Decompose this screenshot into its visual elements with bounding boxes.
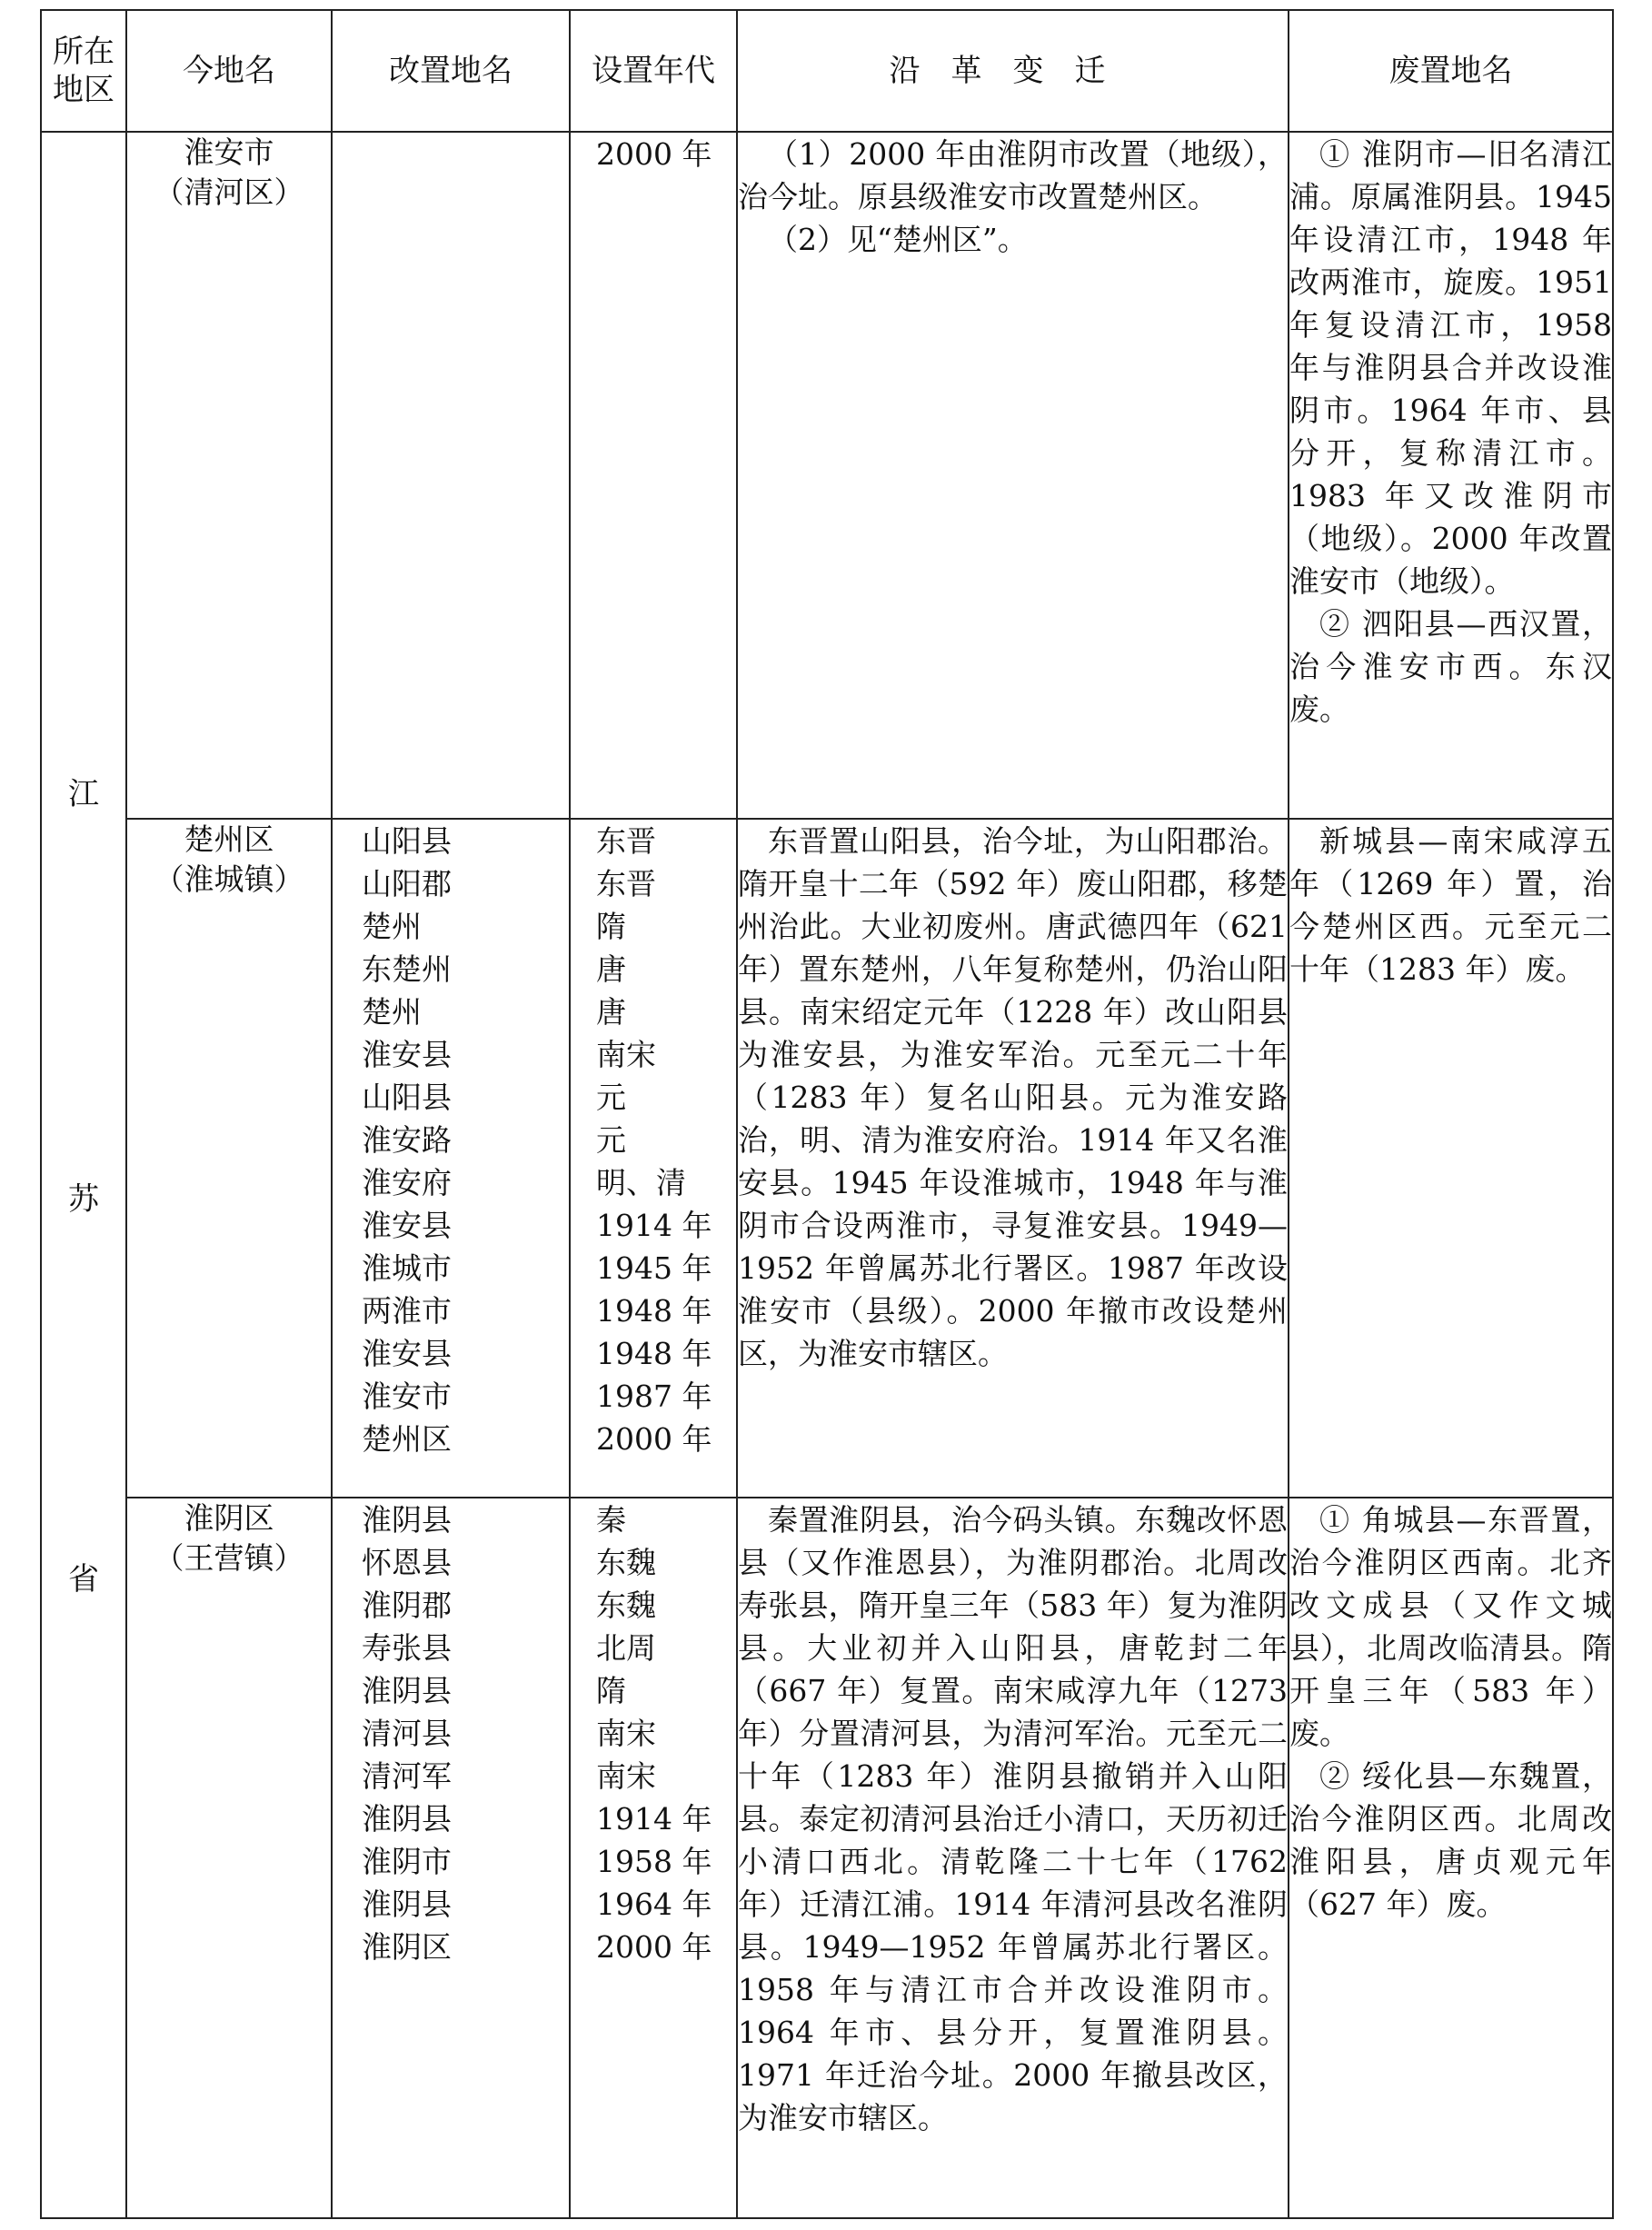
header-region-line1: 所在 — [53, 34, 114, 70]
year-item: 南宋 — [596, 1716, 656, 1752]
current-name-seat: （淮城镇） — [154, 861, 304, 897]
renamed-item: 淮阴郡 — [362, 1588, 452, 1624]
current-name-cell — [126, 1498, 332, 2218]
year-item: 东晋 — [596, 865, 656, 901]
year-item: 1987 年 — [596, 1378, 712, 1414]
renamed-item: 两淮市 — [362, 1292, 452, 1329]
year-item: 东魏 — [596, 1545, 656, 1581]
years-cell — [570, 819, 737, 1498]
year-item: 1945 年 — [596, 1249, 712, 1286]
evolution-paragraph: （1）2000 年由淮阴市改置（地级），治今址。原县级淮安市改置楚州区。 — [738, 136, 1288, 214]
year-item: 1948 年 — [596, 1335, 712, 1371]
renamed-item: 淮阴市 — [362, 1844, 452, 1880]
current-name-cell — [126, 819, 332, 1498]
table-row — [41, 1498, 1613, 2218]
header-year: 设置年代 — [570, 10, 737, 132]
header-row — [41, 10, 1613, 132]
abolished-paragraph: 新城县—南宋咸淳五年（1269 年）置，治今楚州区西。元至元二十年（1283 年）废。 — [1289, 822, 1612, 987]
year-item: 东晋 — [596, 822, 656, 859]
renamed-item: 淮城市 — [362, 1249, 452, 1286]
year-item: 唐 — [596, 951, 626, 987]
evolution-cell — [737, 1498, 1289, 2218]
current-name: 淮阴区 — [184, 1500, 274, 1537]
year-item: 1914 年 — [596, 1801, 712, 1837]
abolished-paragraph: ① 角城县—东晋置，治今淮阴区西南。北齐改文成县（又作文城县），北周改临清县。隋开皇三年（583 年）废。 — [1289, 1502, 1612, 1752]
renamed-item: 淮阴县 — [362, 1887, 452, 1923]
year-item: 元 — [596, 1079, 626, 1115]
years-cell — [570, 1498, 737, 2218]
header-evolution: 沿革变迁 — [737, 10, 1289, 132]
header-region-line2: 地区 — [53, 72, 114, 108]
renamed-item: 淮安县 — [362, 1335, 452, 1371]
renamed-item: 淮安府 — [362, 1164, 452, 1200]
year-item: 1958 年 — [596, 1844, 712, 1880]
renamed-item: 楚州 — [362, 993, 422, 1030]
year-item: 唐 — [596, 993, 626, 1030]
evolution-cell — [737, 819, 1289, 1498]
renamed-item: 寿张县 — [362, 1630, 452, 1667]
abolished-cell — [1289, 1498, 1613, 2218]
region-char: 江 — [68, 776, 99, 812]
current-name: 楚州区 — [184, 821, 274, 857]
year-item: 2000 年 — [596, 1420, 712, 1457]
header-region — [41, 10, 126, 132]
renamed-item: 淮阴县 — [362, 1673, 452, 1709]
year-item: 1948 年 — [596, 1292, 712, 1329]
renamed-cell — [332, 819, 570, 1498]
year-item: 元 — [596, 1121, 626, 1158]
header-renamed: 改置地名 — [332, 10, 570, 132]
year-item: 南宋 — [596, 1758, 656, 1795]
renamed-item: 淮阴区 — [362, 1929, 452, 1966]
year-item: 北周 — [596, 1630, 656, 1667]
evolution-paragraph: 东晋置山阳县，治今址，为山阳郡治。隋开皇十二年（592 年）废山阳郡，移楚州治此。大业初废州。唐武德四年（621 年）置东楚州，八年复称楚州，仍治山阳县。南宋绍定元年（1228 年）改山阳县为淮安县，为淮安军治。元至元二十年（1283 年）复名山阳县。元为淮安路治，明、清为淮安府治。1914 年又名淮安县。1945 年设淮城市，1948 年与淮阴市合设两淮市，寻复淮安县。1949—1952 年曾属苏北行署区。1987 年改设淮安市（县级）。2000 年撤市改设楚州区，为淮安市辖区。 — [738, 822, 1288, 1371]
year-item: 1964 年 — [596, 1887, 712, 1923]
current-name: 淮安市 — [184, 134, 274, 170]
year-item: 2000 年 — [596, 136, 712, 172]
renamed-item: 怀恩县 — [362, 1545, 452, 1581]
years-cell — [570, 132, 737, 819]
renamed-item: 淮阴县 — [362, 1801, 452, 1837]
renamed-item: 淮阴县 — [362, 1502, 452, 1538]
renamed-item: 淮安市 — [362, 1378, 452, 1414]
header-abolished: 废置地名 — [1289, 10, 1613, 132]
year-item: 东魏 — [596, 1588, 656, 1624]
renamed-item: 楚州 — [362, 908, 422, 944]
renamed-item: 清河军 — [362, 1758, 452, 1795]
year-item: 南宋 — [596, 1036, 656, 1072]
abolished-paragraph: ① 淮阴市—旧名清江浦。原属淮阴县。1945 年设清江市，1948 年改两淮市，旋废。1951 年复设清江市，1958 年与淮阴县合并改设淮阴市。1964 年市、县分开，复称清江市。1983 年又改淮阴市（地级）。2000 年改置淮安市（地级）。 — [1289, 136, 1612, 599]
region-cell — [41, 132, 126, 2218]
renamed-item: 山阳县 — [362, 822, 452, 859]
renamed-item: 山阳郡 — [362, 865, 452, 901]
year-item: 1914 年 — [596, 1207, 712, 1243]
abolished-paragraph: ② 泗阳县—西汉置，治今淮安市西。东汉废。 — [1289, 606, 1612, 727]
renamed-item: 东楚州 — [362, 951, 452, 987]
current-name-seat: （清河区） — [154, 174, 304, 210]
year-item: 隋 — [596, 1673, 626, 1709]
renamed-item: 山阳县 — [362, 1079, 452, 1115]
table-row — [41, 132, 1613, 819]
evolution-cell — [737, 132, 1289, 819]
region-char: 省 — [68, 1561, 99, 1598]
renamed-item: 淮安路 — [362, 1121, 452, 1158]
abolished-cell — [1289, 132, 1613, 819]
renamed-cell — [332, 1498, 570, 2218]
abolished-paragraph: ② 绥化县—东魏置，治今淮阴区西。北周改淮阳县，唐贞观元年（627 年）废。 — [1289, 1758, 1612, 1923]
year-item: 明、清 — [596, 1164, 686, 1200]
region-char: 苏 — [68, 1181, 99, 1218]
abolished-cell — [1289, 819, 1613, 1498]
header-current-name: 今地名 — [126, 10, 332, 132]
year-item: 秦 — [596, 1502, 626, 1538]
evolution-paragraph: （2）见“楚州区”。 — [768, 222, 1028, 257]
year-item: 2000 年 — [596, 1929, 712, 1966]
renamed-item: 清河县 — [362, 1716, 452, 1752]
renamed-item: 楚州区 — [362, 1420, 452, 1457]
renamed-item: 淮安县 — [362, 1207, 452, 1243]
gazetteer-table — [40, 9, 1614, 2219]
current-name-cell — [126, 132, 332, 819]
year-item: 隋 — [596, 908, 626, 944]
evolution-paragraph: 秦置淮阴县，治今码头镇。东魏改怀恩县（又作淮恩县），为淮阴郡治。北周改寿张县，隋开皇三年（583 年）复为淮阴县。大业初并入山阳县，唐乾封二年（667 年）复置。南宋咸淳九年（1273 年）分置清河县，为清河军治。元至元二十年（1283 年）淮阴县撤销并入山阳县。泰定初清河县治迁小清口，天历初迁小清口西北。清乾隆二十七年（1762 年）迁清江浦。1914 年清河县改名淮阴县。1949—1952 年曾属苏北行署区。1958 年与清江市合并改设淮阴市。1964 年市、县分开，复置淮阴县。1971 年迁治今址。2000 年撤县改区，为淮安市辖区。 — [738, 1502, 1288, 2136]
renamed-item: 淮安县 — [362, 1036, 452, 1072]
table-row — [41, 819, 1613, 1498]
renamed-cell — [332, 132, 570, 819]
current-name-seat: （王营镇） — [154, 1540, 304, 1577]
